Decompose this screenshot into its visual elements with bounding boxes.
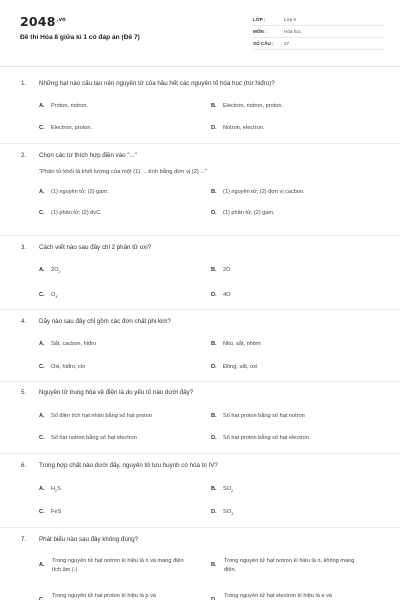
formula-subscript: 2 <box>58 270 61 275</box>
question-2 <box>0 152 400 216</box>
option-letter: B. <box>211 413 217 419</box>
option-formula: O <box>51 292 56 298</box>
question-text: Những hạt nào cấu tạo nên nguyên tử của hầu hết các nguyên tố hóa học (trừ hiđro)? <box>39 80 275 87</box>
option-text: Notron, electron. <box>223 125 265 131</box>
question-divider <box>0 235 400 236</box>
question-3 <box>0 244 400 300</box>
question-7 <box>0 536 400 600</box>
option-letter: D. <box>211 509 217 515</box>
question-text: Cách viết nào sau đây chỉ 2 phân tử oxi? <box>39 244 152 251</box>
question-text: Nguyên tử trung hòa về điện là do yếu tố nào dưới đây? <box>39 389 194 396</box>
question-divider <box>0 527 400 528</box>
option-letter: C. <box>39 435 45 441</box>
option-b[interactable] <box>211 486 233 493</box>
option-letter: D. <box>211 435 217 441</box>
option-formula: SO <box>223 486 232 492</box>
option-text: Trong nguyên tử hạt notron kí hiệu là n, không mang điện. <box>224 558 355 573</box>
question-divider <box>0 453 400 454</box>
question-number: 4. <box>21 318 27 325</box>
question-number: 5. <box>21 389 27 396</box>
logo-suffix: .vn <box>56 16 66 23</box>
option-d[interactable] <box>211 592 361 600</box>
option-text: (1) phân tử; (2) gam. <box>223 210 275 216</box>
question-divider <box>0 381 400 382</box>
meta-value: 27 <box>284 41 290 46</box>
question-number: 7. <box>21 536 27 543</box>
option-letter: A. <box>39 267 45 273</box>
option-a[interactable] <box>39 103 88 109</box>
option-text: Oxi, hiđro, clo <box>51 364 86 370</box>
question-1 <box>0 80 400 131</box>
option-b[interactable] <box>211 557 361 574</box>
meta-key: LỚP : <box>253 17 266 22</box>
option-d[interactable] <box>211 125 264 131</box>
exam-title: Đề thi Hóa 8 giữa kì 1 có đáp án (Đề 7) <box>20 34 140 41</box>
option-text: Đồng, sắt, oxi <box>223 364 258 370</box>
option-letter: B. <box>211 341 217 347</box>
option-text: 2O <box>223 267 231 273</box>
option-letter: D. <box>211 125 217 131</box>
meta-row-count <box>253 38 385 50</box>
meta-key: MÔN : <box>253 29 267 34</box>
option-letter: D. <box>211 292 217 298</box>
option-text: Electron, notron, proton. <box>223 103 284 109</box>
option-text: (1) nguyên tử; (2) gam. <box>51 189 109 195</box>
question-number: 6. <box>21 462 27 469</box>
option-a[interactable] <box>39 267 61 274</box>
option-text: FeS <box>51 509 62 515</box>
question-4 <box>0 318 400 370</box>
meta-value: Lớp 8 <box>284 17 296 22</box>
option-text: (1) nguyên tử; (2) đơn vị cacbon. <box>223 189 305 195</box>
option-d[interactable] <box>211 364 257 370</box>
question-text: Trong hợp chất nào dưới đây, nguyên tử lưu huỳnh có hóa trị IV? <box>39 462 218 469</box>
option-text: Trong nguyên tử hạt electron kí hiệu là e và <box>224 593 333 599</box>
option-a[interactable] <box>39 189 109 195</box>
formula-subscript: 2 <box>55 489 58 494</box>
option-c[interactable] <box>39 592 189 600</box>
option-letter: B. <box>211 103 217 109</box>
option-text: Số hạt notron bằng số hạt electron <box>51 435 137 441</box>
site-logo[interactable] <box>20 14 66 29</box>
option-d[interactable] <box>211 509 233 516</box>
option-a[interactable] <box>39 486 61 493</box>
option-c[interactable] <box>39 364 85 370</box>
option-d[interactable] <box>211 210 275 216</box>
option-c[interactable] <box>39 292 57 299</box>
meta-row-subject <box>253 26 385 38</box>
option-c[interactable] <box>39 435 137 441</box>
question-5 <box>0 389 400 441</box>
option-letter: A. <box>39 189 45 195</box>
question-number: 2. <box>21 152 27 159</box>
option-letter: D. <box>211 210 217 216</box>
option-text: Số hạt proton bằng số hạt notron <box>223 413 305 419</box>
option-letter: C. <box>39 509 45 515</box>
option-b[interactable] <box>211 189 305 195</box>
option-text: Trong nguyên tử hạt proton kí hiệu là p và <box>52 593 156 599</box>
option-b[interactable] <box>211 341 261 347</box>
option-text: Số điện tích hạt nhân bằng số hạt proton <box>51 413 153 419</box>
meta-row-class <box>253 14 385 26</box>
logo-text: 2048 <box>20 14 56 29</box>
meta-key: SỐ CÂU : <box>253 41 274 46</box>
option-letter: A. <box>39 486 45 492</box>
option-d[interactable] <box>211 292 230 298</box>
option-letter: B. <box>211 486 217 492</box>
option-c[interactable] <box>39 210 102 216</box>
option-text: (1) phân tử; (2) đvC. <box>51 210 102 216</box>
option-text: Số hạt proton bằng số hạt electron <box>223 435 309 441</box>
option-formula-tail: S <box>57 486 61 492</box>
option-letter: C. <box>39 597 45 600</box>
option-text: Electron, proton. <box>51 125 93 131</box>
option-text: 4O <box>223 292 231 298</box>
option-letter: C. <box>39 210 45 216</box>
option-letter: A. <box>39 341 45 347</box>
question-text: Phát biểu nào sau đây không đúng? <box>39 536 139 543</box>
option-text: Nito, sắt, nhôm <box>223 341 261 347</box>
formula-subscript: 3 <box>231 512 234 517</box>
option-d[interactable] <box>211 435 309 441</box>
header-divider <box>0 66 400 67</box>
question-divider <box>0 309 400 310</box>
question-quote: "Phân tử khối là khối lượng của một (1) ... tính bằng đơn vị (2) ..." <box>39 169 208 175</box>
option-letter: D. <box>211 597 217 600</box>
option-letter: A. <box>39 562 45 568</box>
exam-meta <box>253 14 385 50</box>
option-a[interactable] <box>39 557 189 574</box>
option-text: Proton, notron. <box>51 103 89 109</box>
option-letter: B. <box>211 267 217 273</box>
option-b[interactable] <box>211 413 305 419</box>
meta-value: Hóa học <box>284 29 302 34</box>
option-letter: D. <box>211 364 217 370</box>
option-letter: C. <box>39 364 45 370</box>
question-number: 1. <box>21 80 27 87</box>
option-c[interactable] <box>39 509 61 515</box>
page-header <box>20 14 385 60</box>
question-number: 3. <box>21 244 27 251</box>
question-6 <box>0 462 400 517</box>
option-c[interactable] <box>39 125 92 131</box>
formula-subscript: 2 <box>231 489 234 494</box>
option-letter: A. <box>39 103 45 109</box>
option-a[interactable] <box>39 413 152 419</box>
option-letter: C. <box>39 292 45 298</box>
question-divider <box>0 143 400 144</box>
formula-subscript: 4 <box>55 295 58 300</box>
option-formula: 2O <box>51 267 59 273</box>
option-text: Sắt, cacbon, hiđro <box>51 341 97 347</box>
option-b[interactable] <box>211 267 230 273</box>
option-text: Trong nguyên tử hạt notron kí hiệu là n và mang điện tích âm (-) <box>52 558 184 573</box>
question-text: Chọn các từ thích hợp điền vào "..." <box>39 152 137 159</box>
option-letter: C. <box>39 125 45 131</box>
option-letter: B. <box>211 189 217 195</box>
question-text: Dãy nào sau đây chỉ gồm các đơn chất phi kim? <box>39 318 172 325</box>
option-formula: SO <box>223 509 232 515</box>
option-b[interactable] <box>211 103 283 109</box>
option-formula: H <box>51 486 56 492</box>
option-a[interactable] <box>39 341 96 347</box>
option-letter: B. <box>211 562 217 568</box>
option-letter: A. <box>39 413 45 419</box>
